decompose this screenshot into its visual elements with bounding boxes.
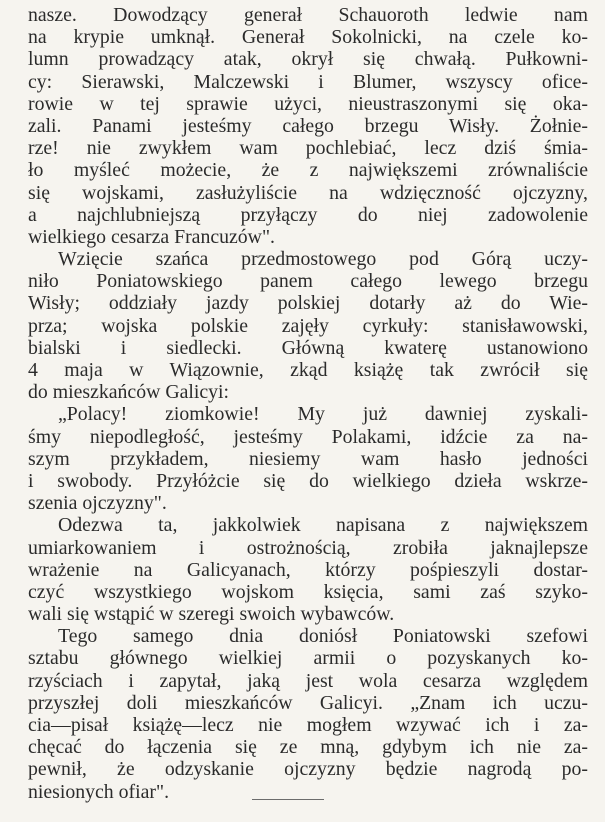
text-line: Wisły; oddziały jazdy polskiej dotarły aż do Wie- — [28, 292, 588, 315]
text-line: Odezwa ta, jakkolwiek napisana z największem — [58, 514, 588, 537]
text-line: śmy niepodległość, jesteśmy Polakami, idźcie za na- — [28, 425, 588, 448]
section-divider — [252, 799, 324, 800]
text-line: wrażenie na Galicyanach, którzy pośpieszyli dostar- — [28, 558, 588, 581]
text-line: cy: Sierawski, Malczewski i Blumer, wszyscy ofice- — [28, 70, 588, 93]
paragraph-4 — [28, 514, 588, 625]
text-line: szenia ojczyzny". — [28, 492, 167, 515]
text-line: nasze. Dowodzący generał Schauoroth ledwie nam — [28, 4, 588, 26]
text-line: zali. Panami jesteśmy całego brzegu Wisły. Żołnie- — [28, 114, 588, 137]
text-line: przyszłej doli mieszkańców Galicyi. „Znam ich uczu- — [28, 691, 588, 714]
text-line: niło Poniatowskiego panem całego lewego brzegu — [28, 270, 588, 293]
text-line: a najchlubniejszą przyłączy do niej zadowolenie — [28, 203, 588, 226]
text-line: się wojskami, zasłużyliście na wdzięczność ojczyzny, — [28, 181, 588, 204]
text-line: chęcać do łączenia się ze mną, gdybym ich nie za- — [28, 736, 588, 759]
text-line: Tego samego dnia doniósł Poniatowski szefowi — [58, 625, 588, 648]
text-line: wielkiego cesarza Francuzów". — [28, 225, 275, 248]
text-line: rze! nie zwykłem wam pochlebiać, lecz dziś śmia- — [28, 137, 588, 160]
text-line: Wzięcie szańca przedmostowego pod Górą uczy- — [58, 248, 588, 271]
text-line: szym przykładem, niesiemy wam hasło jedności — [28, 447, 588, 470]
text-line: rowie w tej sprawie użyci, nieustraszonymi się oka- — [28, 92, 588, 115]
text-line: prza; wojska polskie zajęły cyrkuły: stanisławowski, — [28, 314, 588, 337]
text-line: na krypie umknął. Generał Sokolnicki, na czele ko- — [28, 26, 588, 49]
text-line: „Polacy! ziomkowie! My już dawniej zyskali- — [58, 403, 588, 426]
paragraph-3-quote — [28, 403, 588, 514]
text-line: i swobody. Przyłóżcie się do wielkiego dzieła wskrze- — [28, 469, 588, 492]
paragraph-5 — [28, 625, 588, 803]
text-line: do mieszkańców Galicyi: — [28, 381, 230, 404]
text-line: lumn prowadzący atak, okrył się chwałą. Pułkowni- — [28, 48, 588, 71]
text-line: umiarkowaniem i ostrożnością, zrobiła jaknajlepsze — [28, 536, 588, 559]
text-line: bialski i siedlecki. Główną kwaterę ustanowiono — [28, 336, 588, 359]
text-line: niesionych ofiar". — [28, 780, 170, 803]
text-body — [28, 4, 588, 803]
text-line: czyć wszystkiego wojskom księcia, sami zaś szyko- — [28, 580, 588, 603]
paragraph-2 — [28, 248, 588, 403]
text-line: ło myśleć możecie, że z największemi zrównaliście — [28, 159, 588, 182]
paragraph-1 — [28, 4, 588, 248]
text-line: 4 maja w Wiązownie, zkąd książę tak zwrócił się — [28, 359, 588, 381]
text-line: cia—pisał książę—lecz nie mogłem wzywać ich i za- — [28, 714, 588, 736]
text-line: rzyściach i zapytał, jaką jest wola cesarza względem — [28, 669, 588, 692]
text-line: sztabu głównego wielkiej armii o pozyskanych ko- — [28, 647, 588, 670]
text-line: pewnił, że odzyskanie ojczyzny będzie nagrodą po- — [28, 758, 588, 781]
text-line: wali się wstąpić w szeregi swoich wybawców. — [28, 603, 395, 626]
